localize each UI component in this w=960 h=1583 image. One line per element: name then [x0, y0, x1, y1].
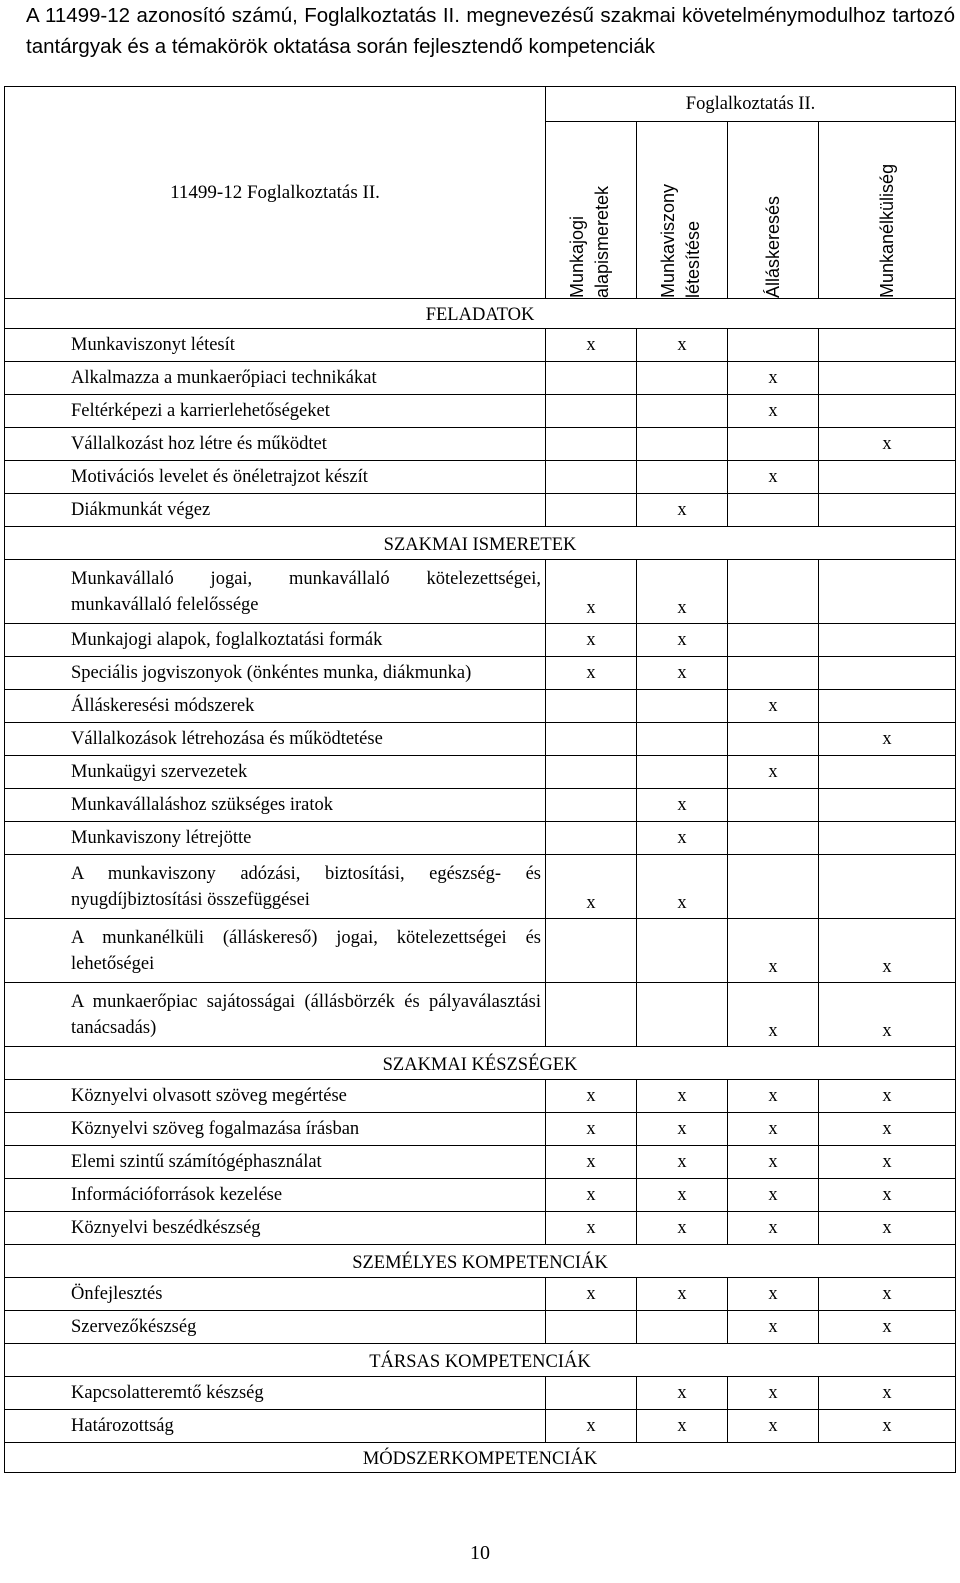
mark-cell: [819, 855, 956, 919]
mark-cell: [728, 789, 819, 822]
mark-cell: [637, 428, 728, 461]
table-row: [5, 756, 956, 789]
subject-title: Foglalkoztatás II.: [685, 93, 816, 114]
topic-header-1: [546, 122, 637, 299]
mark-cell: [728, 657, 819, 690]
table-row: [5, 1212, 956, 1245]
table-row: [5, 855, 956, 919]
topic-header-4: [819, 122, 956, 299]
mark-cell: [819, 756, 956, 789]
mark-cell: x: [637, 329, 728, 362]
topic-header-2: [637, 122, 728, 299]
mark-cell: [637, 461, 728, 494]
table-row: [5, 1080, 956, 1113]
mark-cell: x: [637, 624, 728, 657]
mark-cell: x: [546, 1410, 637, 1443]
row-label: Önfejlesztés: [5, 1278, 546, 1311]
section-title: MÓDSZERKOMPETENCIÁK: [5, 1443, 956, 1473]
mark-cell: [819, 789, 956, 822]
mark-cell: x: [728, 756, 819, 789]
mark-cell: x: [637, 1179, 728, 1212]
mark-cell: x: [637, 494, 728, 527]
mark-cell: x: [728, 1311, 819, 1344]
row-label: Munkavállaló jogai, munkavállaló kötelezettségei, munkavállaló felelőssége: [5, 560, 546, 624]
row-label: Munkavállaláshoz szükséges iratok: [5, 789, 546, 822]
row-label: Szervezőkészség: [5, 1311, 546, 1344]
mark-cell: x: [637, 1113, 728, 1146]
section-title: SZAKMAI ISMERETEK: [5, 527, 956, 560]
table-row: [5, 1146, 956, 1179]
section-row: [5, 527, 956, 560]
competency-table: [4, 86, 956, 1473]
mark-cell: x: [546, 1179, 637, 1212]
row-label: Köznyelvi beszédkészség: [5, 1212, 546, 1245]
section-title: FELADATOK: [5, 299, 956, 329]
mark-cell: x: [819, 1278, 956, 1311]
mark-cell: x: [637, 1377, 728, 1410]
mark-cell: x: [819, 919, 956, 983]
mark-cell: x: [637, 855, 728, 919]
table-row: [5, 690, 956, 723]
table-row: [5, 395, 956, 428]
mark-cell: [819, 329, 956, 362]
row-label: A munkaviszony adózási, biztosítási, egészség- és nyugdíjbiztosítási összefüggései: [5, 855, 546, 919]
mark-cell: [546, 1311, 637, 1344]
row-label: Határozottság: [5, 1410, 546, 1443]
row-label: Információforrások kezelése: [5, 1179, 546, 1212]
mark-cell: [819, 624, 956, 657]
row-label: Vállalkozások létrehozása és működtetése: [5, 723, 546, 756]
table-row: [5, 789, 956, 822]
mark-cell: [546, 428, 637, 461]
module-title: 11499-12 Foglalkoztatás II.: [170, 181, 380, 203]
mark-cell: x: [819, 1311, 956, 1344]
mark-cell: x: [728, 919, 819, 983]
row-label: Köznyelvi szöveg fogalmazása írásban: [5, 1113, 546, 1146]
mark-cell: x: [819, 1080, 956, 1113]
mark-cell: x: [637, 1410, 728, 1443]
section-row: [5, 299, 956, 329]
mark-cell: x: [637, 789, 728, 822]
table-row: [5, 1113, 956, 1146]
mark-cell: x: [546, 1212, 637, 1245]
row-label: Feltérképezi a karrierlehetőségeket: [5, 395, 546, 428]
module-title-cell: [5, 87, 546, 299]
mark-cell: [819, 690, 956, 723]
row-label: Motivációs levelet és önéletrajzot készít: [5, 461, 546, 494]
mark-cell: x: [546, 1278, 637, 1311]
mark-cell: x: [546, 1080, 637, 1113]
mark-cell: [637, 983, 728, 1047]
mark-cell: x: [728, 1146, 819, 1179]
topic-label-3: Álláskeresés: [762, 195, 783, 298]
mark-cell: x: [546, 855, 637, 919]
table-row: [5, 1311, 956, 1344]
section-title: SZAKMAI KÉSZSÉGEK: [5, 1047, 956, 1080]
document-heading: A 11499-12 azonosító számú, Foglalkoztatás II. megnevezésű szakmai követelménymodulhoz tartozó tantárgyak és a témakörök oktatása során fejlesztendő kompetenciák: [26, 4, 955, 58]
mark-cell: [819, 362, 956, 395]
mark-cell: x: [728, 1377, 819, 1410]
table-row: [5, 362, 956, 395]
table-row: [5, 1278, 956, 1311]
mark-cell: [637, 756, 728, 789]
mark-cell: [546, 494, 637, 527]
mark-cell: x: [637, 560, 728, 624]
section-title: SZEMÉLYES KOMPETENCIÁK: [5, 1245, 956, 1278]
mark-cell: x: [637, 1212, 728, 1245]
mark-cell: x: [819, 1113, 956, 1146]
mark-cell: x: [819, 1179, 956, 1212]
row-label: Munkaügyi szervezetek: [5, 756, 546, 789]
subject-header: [546, 87, 956, 122]
mark-cell: x: [637, 1080, 728, 1113]
mark-cell: x: [728, 461, 819, 494]
mark-cell: x: [637, 1278, 728, 1311]
mark-cell: [546, 395, 637, 428]
mark-cell: x: [728, 1113, 819, 1146]
mark-cell: [637, 1311, 728, 1344]
table-row: [5, 1410, 956, 1443]
mark-cell: x: [637, 1146, 728, 1179]
mark-cell: [819, 822, 956, 855]
mark-cell: x: [546, 560, 637, 624]
mark-cell: x: [637, 822, 728, 855]
table-row: [5, 624, 956, 657]
topic-label-1: Munkajogi alapismeretek: [567, 185, 612, 298]
mark-cell: [546, 919, 637, 983]
mark-cell: [819, 461, 956, 494]
topic-header-3: [728, 122, 819, 299]
table-row: [5, 1179, 956, 1212]
topic-label-2: Munkaviszony létesítése: [658, 183, 703, 298]
section-row: [5, 1047, 956, 1080]
row-label: Diákmunkát végez: [5, 494, 546, 527]
mark-cell: x: [728, 1212, 819, 1245]
section-row: [5, 1245, 956, 1278]
mark-cell: [728, 855, 819, 919]
mark-cell: [728, 329, 819, 362]
table-row: [5, 822, 956, 855]
mark-cell: x: [546, 329, 637, 362]
mark-cell: [546, 756, 637, 789]
mark-cell: x: [819, 1212, 956, 1245]
mark-cell: [728, 428, 819, 461]
table-row: [5, 723, 956, 756]
mark-cell: [546, 362, 637, 395]
mark-cell: x: [728, 1179, 819, 1212]
row-label: Munkajogi alapok, foglalkoztatási formák: [5, 624, 546, 657]
mark-cell: x: [728, 983, 819, 1047]
row-label: Elemi szintű számítógéphasználat: [5, 1146, 546, 1179]
mark-cell: x: [546, 1113, 637, 1146]
mark-cell: x: [819, 1410, 956, 1443]
mark-cell: [546, 983, 637, 1047]
table-row: [5, 428, 956, 461]
table-row: [5, 329, 956, 362]
mark-cell: [728, 624, 819, 657]
mark-cell: x: [728, 395, 819, 428]
table-row: [5, 494, 956, 527]
mark-cell: [546, 461, 637, 494]
mark-cell: x: [728, 1080, 819, 1113]
mark-cell: x: [819, 1377, 956, 1410]
mark-cell: [637, 690, 728, 723]
row-label: A munkaerőpiac sajátosságai (állásbörzék és pályaválasztási tanácsadás): [5, 983, 546, 1047]
table-row: [5, 657, 956, 690]
mark-cell: [728, 494, 819, 527]
mark-cell: x: [546, 624, 637, 657]
mark-cell: [728, 723, 819, 756]
mark-cell: [637, 723, 728, 756]
row-label: Munkaviszony létrejötte: [5, 822, 546, 855]
header-row-subject: [5, 87, 956, 122]
mark-cell: [546, 822, 637, 855]
row-label: Kapcsolatteremtő készség: [5, 1377, 546, 1410]
table-row: [5, 919, 956, 983]
mark-cell: x: [819, 723, 956, 756]
row-label: Vállalkozást hoz létre és működtet: [5, 428, 546, 461]
section-title: TÁRSAS KOMPETENCIÁK: [5, 1344, 956, 1377]
mark-cell: [546, 789, 637, 822]
mark-cell: x: [728, 362, 819, 395]
topic-label-4: Munkanélküliség: [876, 163, 897, 298]
row-label: Alkalmazza a munkaerőpiaci technikákat: [5, 362, 546, 395]
mark-cell: [819, 560, 956, 624]
mark-cell: [819, 657, 956, 690]
mark-cell: [819, 494, 956, 527]
table-row: [5, 461, 956, 494]
mark-cell: x: [819, 983, 956, 1047]
row-label: Munkaviszonyt létesít: [5, 329, 546, 362]
row-label: Álláskeresési módszerek: [5, 690, 546, 723]
table-row: [5, 560, 956, 624]
mark-cell: x: [819, 1146, 956, 1179]
mark-cell: x: [819, 428, 956, 461]
section-row: [5, 1443, 956, 1473]
mark-cell: [546, 1377, 637, 1410]
mark-cell: x: [546, 657, 637, 690]
mark-cell: [728, 560, 819, 624]
mark-cell: x: [728, 690, 819, 723]
mark-cell: x: [546, 1146, 637, 1179]
mark-cell: [637, 919, 728, 983]
page-number: 10: [470, 1542, 490, 1564]
mark-cell: x: [728, 1410, 819, 1443]
row-label: Speciális jogviszonyok (önkéntes munka, diákmunka): [5, 657, 546, 690]
row-label: Köznyelvi olvasott szöveg megértése: [5, 1080, 546, 1113]
mark-cell: x: [728, 1278, 819, 1311]
mark-cell: [637, 395, 728, 428]
mark-cell: [637, 362, 728, 395]
table-row: [5, 1377, 956, 1410]
table-row: [5, 983, 956, 1047]
section-row: [5, 1344, 956, 1377]
mark-cell: [546, 690, 637, 723]
mark-cell: [546, 723, 637, 756]
mark-cell: [728, 822, 819, 855]
mark-cell: [819, 395, 956, 428]
row-label: A munkanélküli (álláskereső) jogai, kötelezettségei és lehetőségei: [5, 919, 546, 983]
mark-cell: x: [637, 657, 728, 690]
